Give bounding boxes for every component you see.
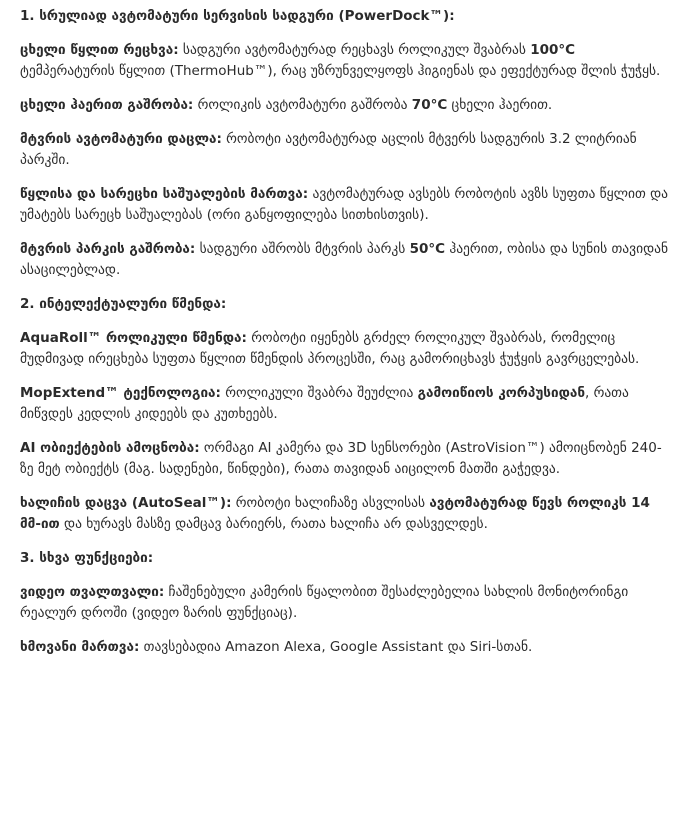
feature-label: AquaRoll™ როლიკული წმენდა: [20, 330, 247, 346]
spacer [20, 425, 669, 438]
spacer [20, 116, 669, 129]
feature-text: რობოტი იყენებს გრძელ როლიკულ შვაბრას, რომელიც მუდმივად ირეცხება სუფთა წყლით წმენდის პროცესში, რაც გამორიცხავს ჭუჭყის გავრცელებას. [20, 330, 640, 367]
spacer [20, 226, 669, 239]
feature-label: 70°C [411, 97, 448, 113]
feature-label: მტვრის ავტომატური დაცლა: [20, 131, 222, 147]
feature-text: რობოტი ავტომატურად აცლის მტვერს სადგურის 3.2 ლიტრიან პარკში. [20, 131, 637, 168]
feature-text: ორმაგი AI კამერა და 3D სენსორები (AstroVision™) ამოიცნობენ 240-ზე მეტ ობიექტს (მაგ. სადენები, წინდები), რათა თავიდან აიცილონ მათში გაჭედვა. [20, 440, 662, 477]
feature-text: ტემპერატურის წყლით (ThermoHub™), რაც უზრუნველყოფს ჰიგიენას და ეფექტურად შლის ჭუჭყს. [20, 63, 661, 79]
spacer [20, 82, 669, 95]
feature-label: მტვრის პარკის გაშრობა: [20, 241, 196, 257]
feature-label: ავტომატურად წევს როლიკს 14 მმ-ით [20, 495, 650, 532]
feature-text: ცხელი ჰაერით. [447, 97, 553, 113]
feature-label: წყლისა და სარეცხი საშუალების მართვა: [20, 186, 309, 202]
feature-text: რობოტი ხალიჩაზე ასვლისას [231, 495, 430, 511]
feature-paragraph [20, 40, 669, 82]
feature-paragraph [20, 582, 669, 624]
feature-paragraph [20, 493, 669, 535]
feature-label: ვიდეო თვალთვალი: [20, 584, 165, 600]
feature-label: ცხელი წყლით რეცხვა: [20, 42, 179, 58]
feature-label: ხალიჩის დაცვა (AutoSeal™): [20, 495, 232, 511]
feature-paragraph [20, 95, 669, 116]
feature-label: გამოიწიოს კორპუსიდან [417, 385, 585, 401]
section-heading: 2. ინტელექტუალური წმენდა: [20, 296, 227, 312]
section-heading: 3. სხვა ფუნქციები: [20, 550, 154, 566]
feature-text: ჰაერით, ობისა და სუნის თავიდან ასაცილებლად. [20, 241, 669, 278]
feature-paragraph [20, 383, 669, 425]
spacer [20, 171, 669, 184]
spacer [20, 658, 669, 671]
feature-text: ავტომატურად ავსებს რობოტის ავზს სუფთა წყლით და უმატებს სარეცხ საშუალებას (ორი განყოფილება სითხისთვის). [20, 186, 668, 223]
feature-text: როლიკის ავტომატური გაშრობა [193, 97, 412, 113]
feature-paragraph [20, 129, 669, 171]
feature-label: MopExtend™ ტექნოლოგია: [20, 385, 221, 401]
feature-text: და ხურავს მასზე დამცავ ბარიერს, რათა ხალიჩა არ დასველდეს. [59, 516, 488, 532]
feature-paragraph [20, 239, 669, 281]
feature-text: როლიკული შვაბრა შეუძლია [220, 385, 418, 401]
feature-text: თავსებადია Amazon Alexa, Google Assistant და Siri-სთან. [139, 639, 533, 655]
spacer [20, 315, 669, 328]
feature-paragraph [20, 328, 669, 370]
feature-label: ცხელი ჰაერით გაშრობა: [20, 97, 194, 113]
spacer [20, 624, 669, 637]
spacer [20, 569, 669, 582]
feature-paragraph [20, 637, 669, 658]
feature-paragraph [20, 438, 669, 480]
feature-text: სადგური აშრობს მტვრის პარკს [195, 241, 410, 257]
feature-paragraph [20, 184, 669, 226]
feature-label: ხმოვანი მართვა: [20, 639, 140, 655]
spacer [20, 27, 669, 40]
feature-text: , რათა მიწვდეს კედლის კიდეებს და კუთხეებს. [20, 385, 629, 422]
spacer [20, 480, 669, 493]
spacer [20, 370, 669, 383]
feature-text: ჩაშენებული კამერის წყალობით შესაძლებელია სახლის მონიტორინგი რეალურ დროში (ვიდეო ზარის ფუნქციაც). [20, 584, 629, 621]
feature-text: სადგური ავტომატურად რეცხავს როლიკულ შვაბრას [178, 42, 531, 58]
feature-label: 100°C [530, 42, 576, 58]
feature-label: AI ობიექტების ამოცნობა: [20, 440, 200, 456]
section-heading: 1. სრულიად ავტომატური სერვისის სადგური (PowerDock™): [20, 8, 455, 24]
spacer [20, 535, 669, 548]
spacer [20, 281, 669, 294]
feature-label: 50°C [409, 241, 446, 257]
